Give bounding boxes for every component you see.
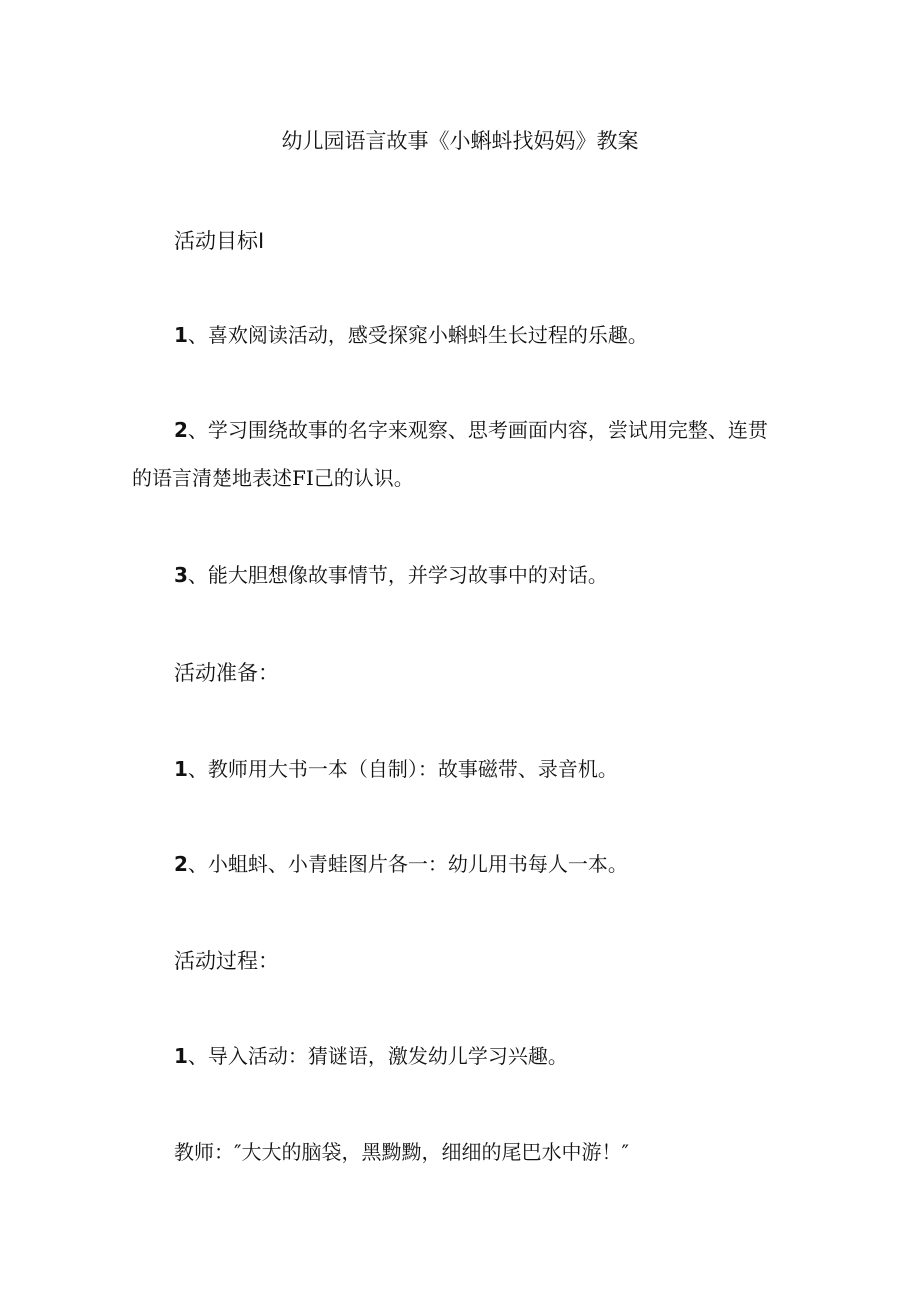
prep-item-1 [174, 755, 618, 783]
section-heading-preparation: 活动准备： [174, 661, 279, 685]
goal-item-2-text: 、学习围绕故事的名字来观察、思考画面内容，尝试用完整、连贯 [187, 418, 768, 442]
section-heading-goals: 活动目标I [174, 229, 265, 253]
prep-item-1-number: 1 [174, 757, 188, 781]
goal-item-2 [174, 416, 768, 444]
prep-item-2-text: 、小蛆蚪、小青蛙图片各一：幼儿用书每人一本。 [187, 852, 628, 876]
goal-item-2-number: 2 [174, 418, 188, 442]
goal-item-3-number: 3 [174, 563, 188, 587]
teacher-dialogue: 教师：″大大的脑袋，黑黝黝，细细的尾巴水中游！″ [174, 1140, 629, 1164]
section-heading-process: 活动过程： [174, 949, 279, 973]
document-title: 幼儿园语言故事《小蝌蚪找妈妈》教案 [281, 129, 639, 153]
process-item-1-text: 、导入活动：猜谜语，激发幼儿学习兴趣。 [187, 1044, 568, 1068]
goal-item-3-text: 、能大胆想像故事情节，并学习故事中的对话。 [187, 563, 608, 587]
goal-item-3 [174, 561, 608, 589]
prep-item-1-text: 、教师用大书一本（自制）：故事磁带、录音机。 [187, 757, 618, 781]
process-item-1 [174, 1042, 568, 1070]
goal-item-1-text: 、喜欢阅读活动，感受探窕小蝌蚪生长过程的乐趣。 [187, 323, 648, 347]
prep-item-2-number: 2 [174, 852, 188, 876]
prep-item-2 [174, 850, 628, 878]
goal-item-2-continuation: 的语言清楚地表述FI己的认识。 [132, 466, 414, 490]
goal-item-1 [174, 321, 648, 349]
goal-item-1-number: 1 [174, 323, 188, 347]
process-item-1-number: 1 [174, 1044, 188, 1068]
